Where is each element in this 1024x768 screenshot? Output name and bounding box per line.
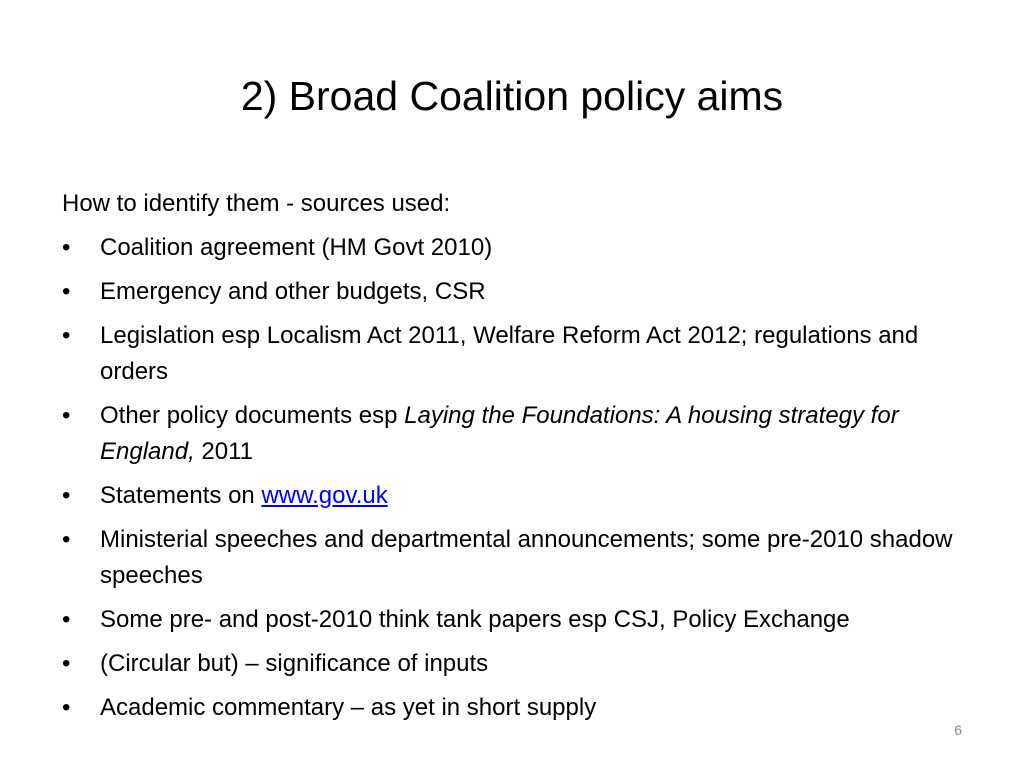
bullet-icon: •: [62, 526, 71, 553]
list-item: [62, 602, 972, 638]
list-item-text: Legislation esp Localism Act 2011, Welfare Reform Act 2012; regulations and orders: [100, 322, 919, 385]
list-item-text: Coalition agreement (HM Govt 2010): [100, 234, 493, 261]
list-item: [62, 690, 972, 726]
slide-body: [62, 186, 972, 734]
bullet-icon: •: [62, 278, 71, 305]
bullet-icon: •: [62, 482, 71, 509]
intro-text: How to identify them - sources used:: [62, 190, 451, 217]
list-item: [62, 646, 972, 682]
bullet-icon: •: [62, 606, 71, 633]
document-title-italic: Laying the Foundations: A housing strategy for England,: [100, 402, 899, 465]
bullet-icon: •: [62, 234, 71, 261]
list-item-text-pre: Other policy documents esp: [100, 402, 405, 429]
list-item-text: Academic commentary – as yet in short supply: [100, 694, 597, 721]
bullet-icon: •: [62, 650, 71, 677]
list-item-text-pre: Statements on: [100, 482, 262, 509]
page-number: 6: [954, 722, 962, 738]
list-item: [62, 318, 972, 390]
list-item: [62, 478, 972, 514]
bullet-list: [62, 230, 972, 726]
list-item: [62, 274, 972, 310]
list-item-text: (Circular but) – significance of inputs: [100, 650, 489, 677]
list-item-text: Some pre- and post-2010 think tank papers esp CSJ, Policy Exchange: [100, 606, 850, 633]
slide-title: 2) Broad Coalition policy aims: [240, 73, 784, 119]
list-item-text-post: 2011: [194, 438, 254, 465]
bullet-icon: •: [62, 694, 71, 721]
list-item-text: Ministerial speeches and departmental announcements; some pre-2010 shadow speeches: [100, 526, 953, 589]
gov-uk-link[interactable]: www.gov.uk: [261, 482, 388, 509]
list-item: [62, 230, 972, 266]
bullet-icon: •: [62, 402, 71, 429]
bullet-icon: •: [62, 322, 71, 349]
list-item: [62, 398, 972, 470]
list-item: [62, 522, 972, 594]
list-item-text: Emergency and other budgets, CSR: [100, 278, 486, 305]
